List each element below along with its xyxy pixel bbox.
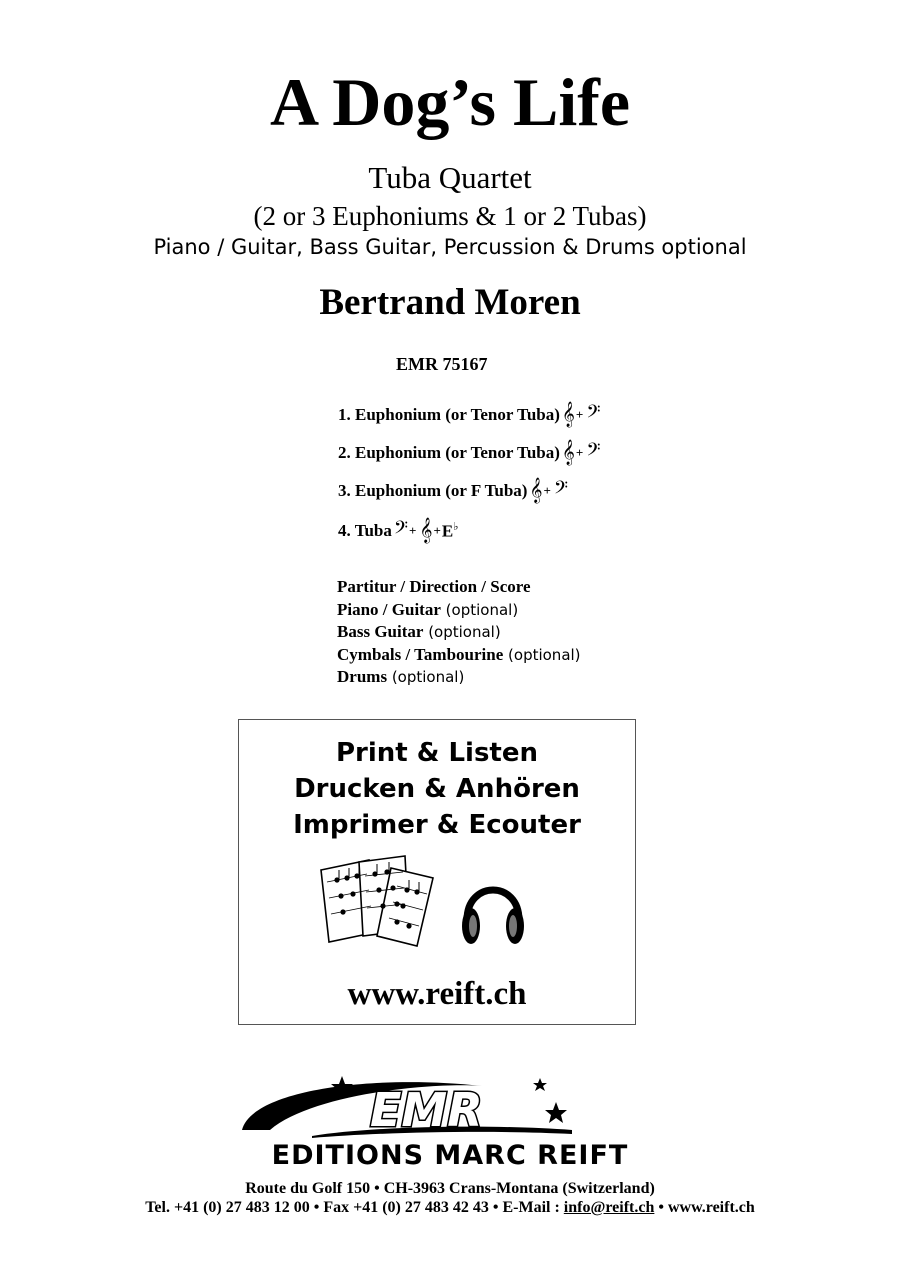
promo-line: Imprimer & Ecouter [293, 810, 581, 840]
publisher-name: EDITIONS MARC REIFT [271, 1140, 629, 1171]
plus-sign: + [543, 483, 551, 498]
instrumentation: (2 or 3 Euphoniums & 1 or 2 Tubas) [253, 201, 647, 231]
part-label: 1. Euphonium (or Tenor Tuba) [338, 405, 560, 424]
part-label: 2. Euphonium (or Tenor Tuba) [338, 443, 560, 462]
part-item [338, 478, 569, 503]
print-listen-box [238, 719, 636, 1025]
promo-line: Print & Listen [335, 738, 539, 768]
optional-instruments-line: Piano / Guitar, Bass Guitar, Percussion & Drums optional [153, 235, 747, 259]
part-label: 4. Tuba [338, 520, 392, 540]
emr-logo-text: EMR [370, 1083, 483, 1137]
publisher-address: Route du Golf 150 • CH-3963 Crans-Montana (Switzerland) [245, 1180, 655, 1197]
contents-item: Partitur / Direction / Score [337, 577, 531, 596]
contents-item: Cymbals / Tambourine (optional) [337, 644, 581, 664]
treble-clef-icon: 𝄞 [561, 440, 575, 465]
contents-item: Bass Guitar (optional) [337, 622, 501, 641]
emr-logo-graphic [232, 1070, 592, 1138]
email-link[interactable]: info@reift.ch [563, 1199, 655, 1216]
contact-phone-fax: Tel. +41 (0) 27 483 12 00 • Fax +41 (0) 27 483 42 43 • E-Mail : [145, 1199, 564, 1216]
bass-clef-icon: 𝄢 [586, 440, 601, 465]
composer-name: Bertrand Moren [319, 282, 581, 323]
publisher-contact [0, 1199, 900, 1217]
contents-list [337, 576, 581, 689]
part-label: 3. Euphonium (or F Tuba) [338, 481, 528, 500]
promo-line: Drucken & Anhören [294, 774, 580, 804]
sheet-music-icon [313, 852, 443, 950]
plus-sign: + [409, 522, 417, 538]
subtitle: Tuba Quartet [368, 160, 532, 195]
contents-item: Piano / Guitar (optional) [337, 599, 519, 619]
bass-clef-icon: 𝄢 [553, 478, 569, 503]
treble-clef-icon: 𝄞 [561, 402, 575, 427]
part-item [338, 517, 459, 543]
bass-clef-icon: 𝄢 [586, 402, 601, 427]
website-url[interactable]: www.reift.ch [347, 976, 527, 1012]
treble-clef-icon: 𝄞 [419, 517, 433, 543]
contact-website[interactable]: • www.reift.ch [654, 1199, 755, 1216]
contents-item: Drums (optional) [337, 667, 465, 686]
part-item [338, 402, 601, 427]
part-item [338, 440, 601, 465]
flat-sign: ♭ [453, 521, 459, 533]
plus-sign: + [433, 522, 441, 538]
title: A Dog’s Life [269, 64, 631, 140]
plus-sign: + [575, 445, 584, 460]
bass-clef-icon: 𝄢 [393, 517, 409, 543]
treble-clef-icon: 𝄞 [529, 478, 543, 503]
headphones-icon [457, 870, 529, 950]
eb-key-label: E♭ [441, 521, 459, 541]
plus-sign: + [575, 407, 584, 422]
emr-logo [232, 1070, 592, 1143]
catalog-number: EMR 75167 [396, 354, 488, 374]
